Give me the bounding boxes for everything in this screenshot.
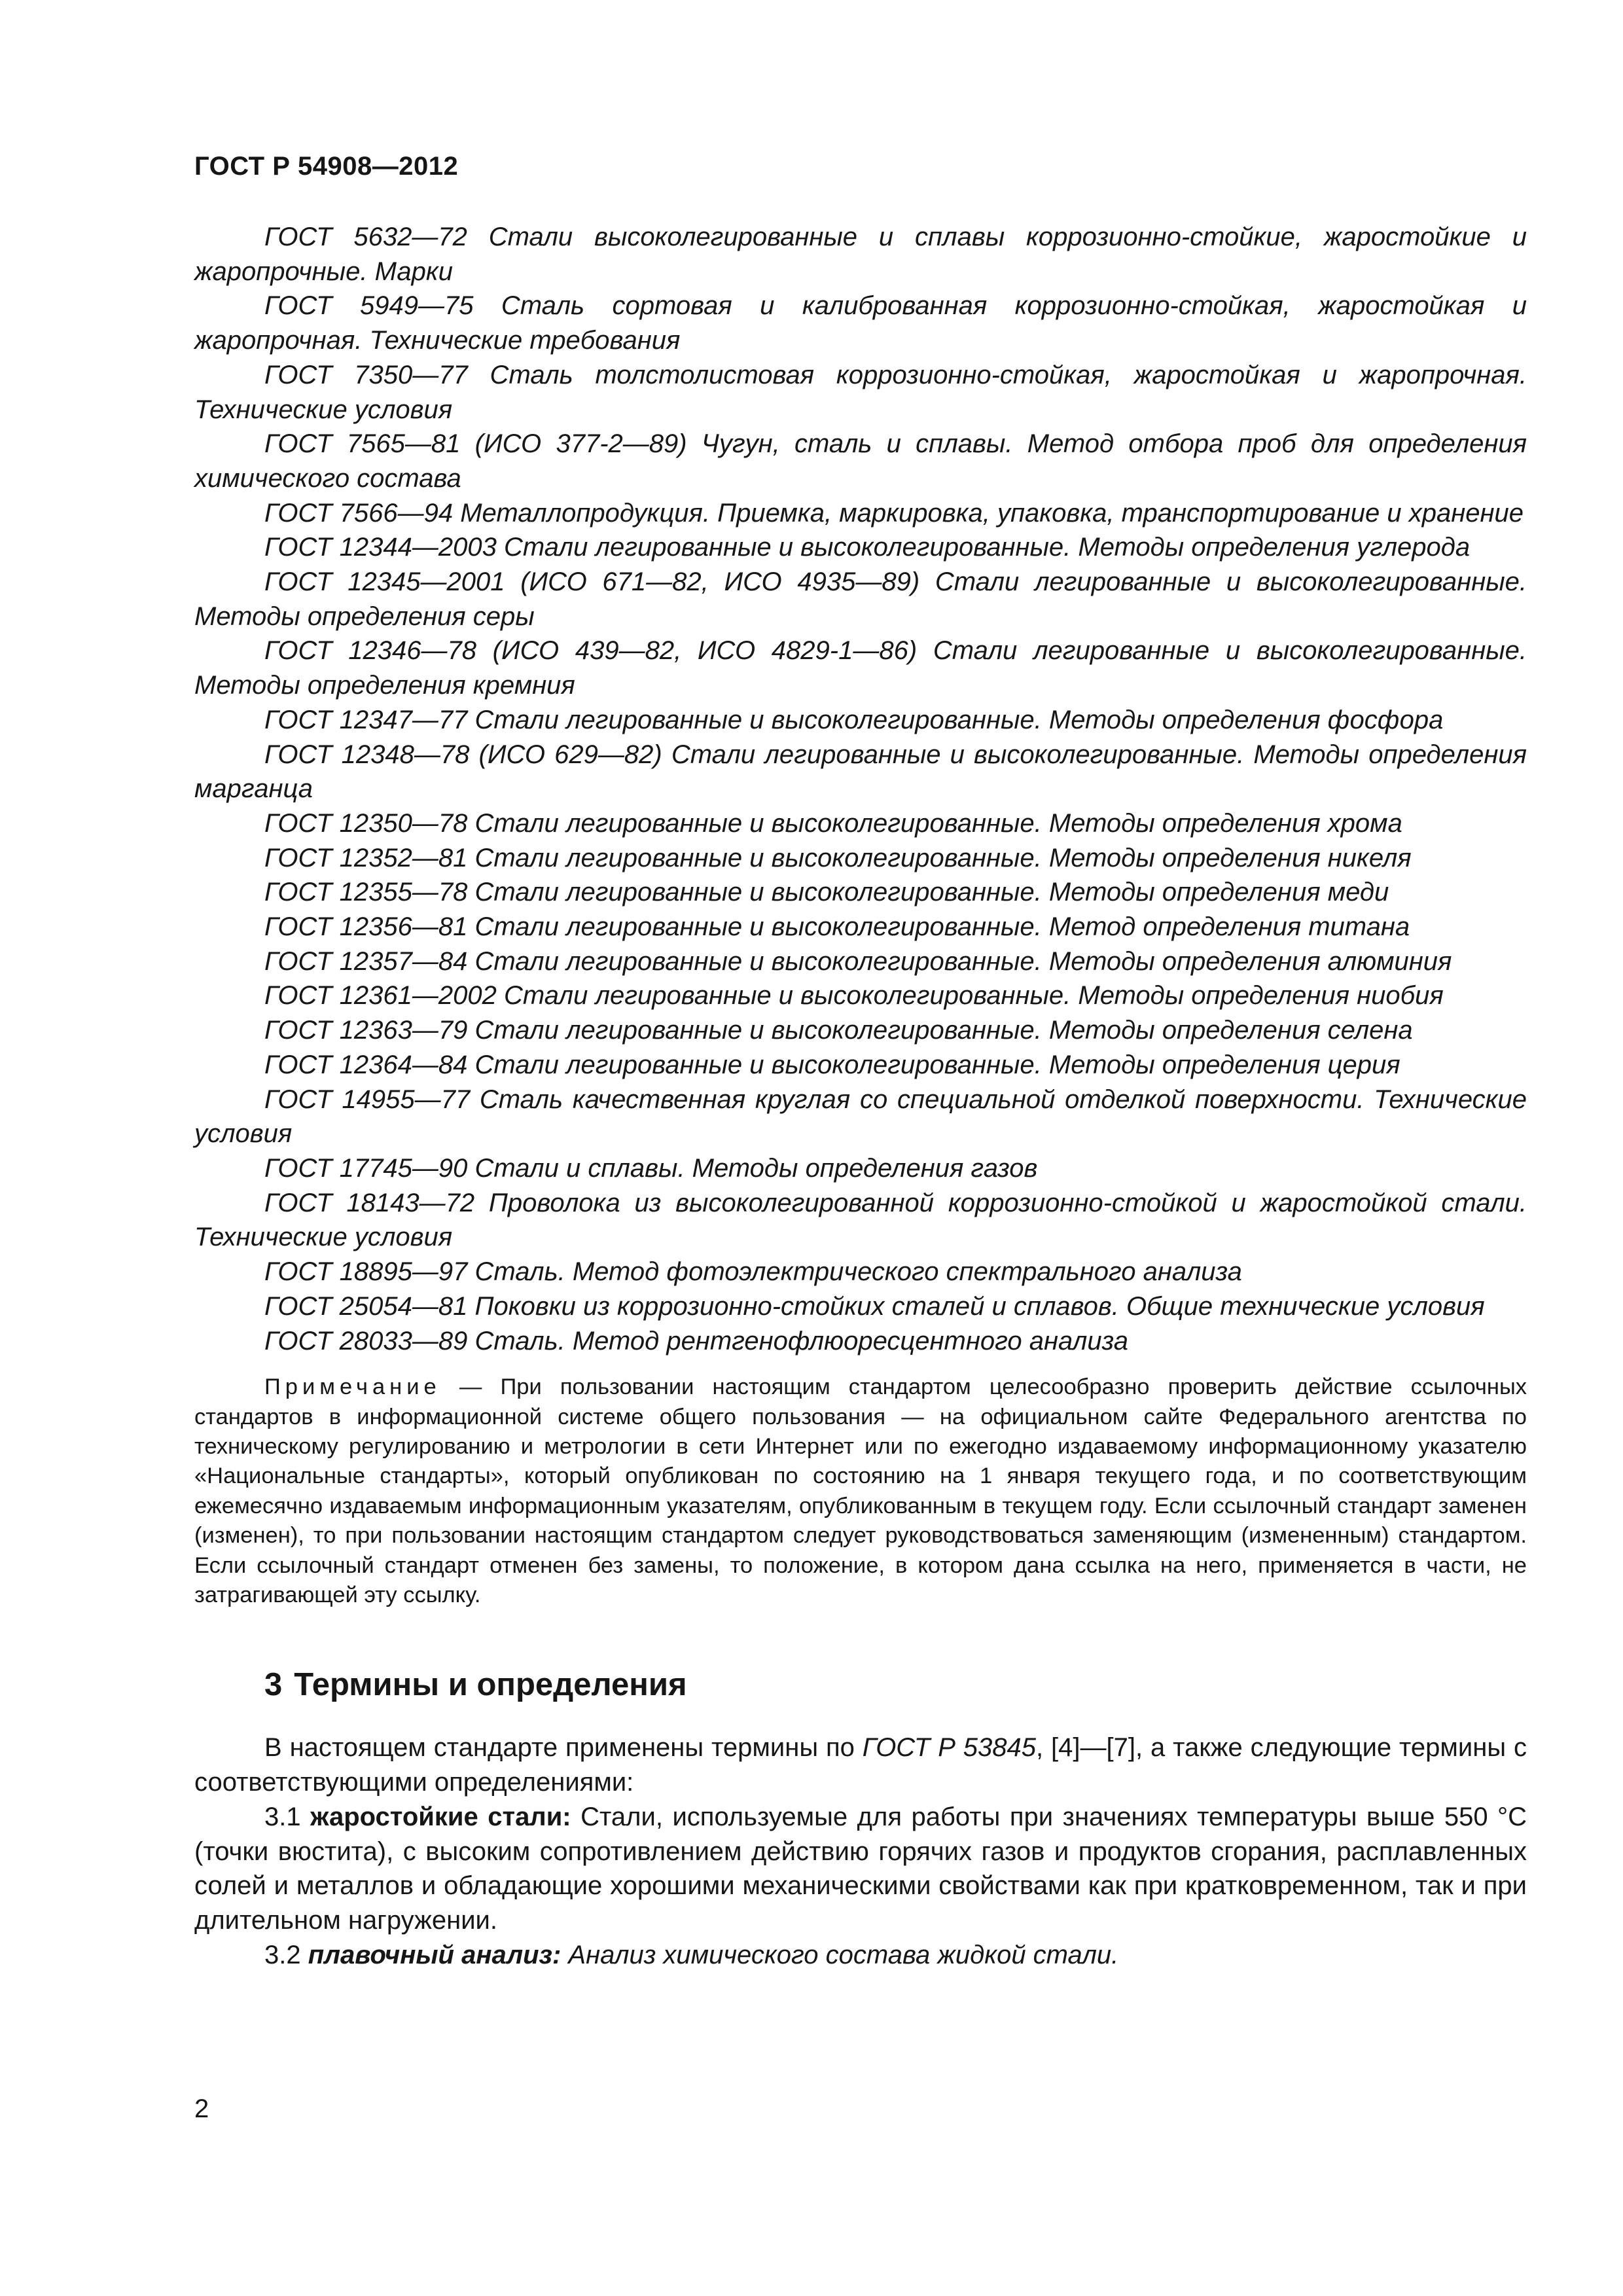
normative-references-list bbox=[194, 220, 1527, 1358]
reference-item: ГОСТ 18143—72 Проволока из высоколегированной коррозионно-стойкой и жаростойкой стали. Технические условия bbox=[194, 1188, 1527, 1252]
term-number: 3.1 bbox=[264, 1802, 301, 1831]
reference-item: ГОСТ 12348—78 (ИСО 629—82) Стали легированные и высоколегированные. Методы определения марганца bbox=[194, 740, 1527, 804]
term-definition: Анализ химического состава жидкой стали. bbox=[568, 1940, 1119, 1969]
page-number: 2 bbox=[194, 2094, 209, 2123]
reference-item: ГОСТ 12364—84 Стали легированные и высоколегированные. Методы определения церия bbox=[264, 1050, 1400, 1079]
intro-text-after: , [4]—[7], а также следующие термины с соответствующими определениями: bbox=[194, 1733, 1527, 1797]
reference-item: ГОСТ 5949—75 Сталь сортовая и калиброванная коррозионно-стойкая, жаростойкая и жаропрочная. Технические требования bbox=[194, 291, 1527, 355]
reference-item: ГОСТ 12355—78 Стали легированные и высоколегированные. Методы определения меди bbox=[264, 878, 1389, 907]
reference-item: ГОСТ 12357—84 Стали легированные и высоколегированные. Методы определения алюминия bbox=[264, 946, 1452, 976]
reference-item: ГОСТ 12350—78 Стали легированные и высоколегированные. Методы определения хрома bbox=[264, 808, 1402, 838]
reference-item: ГОСТ 12352—81 Стали легированные и высоколегированные. Методы определения никеля bbox=[264, 843, 1412, 872]
section-heading bbox=[264, 1664, 1527, 1706]
term-name: жаростойкие стали: bbox=[310, 1802, 571, 1831]
note-paragraph bbox=[194, 1372, 1527, 1610]
page-content bbox=[194, 220, 1527, 1972]
section-intro-paragraph bbox=[194, 1731, 1527, 1799]
terms-block bbox=[194, 1731, 1527, 1972]
reference-item: ГОСТ 12344—2003 Стали легированные и высоколегированные. Методы определения углерода bbox=[264, 533, 1471, 562]
intro-text-before: В настоящем стандарте применены термины по bbox=[264, 1733, 863, 1763]
term-entry bbox=[194, 1800, 1527, 1938]
reference-item: ГОСТ 7566—94 Металлопродукция. Приемка, маркировка, упаковка, транспортирование и хранение bbox=[264, 498, 1524, 528]
reference-item: ГОСТ 7565—81 (ИСО 377-2—89) Чугун, сталь и сплавы. Метод отбора проб для определения химического состава bbox=[194, 429, 1527, 493]
reference-item: ГОСТ 14955—77 Сталь качественная круглая со специальной отделкой поверхности. Технические условия bbox=[194, 1085, 1527, 1149]
term-number: 3.2 bbox=[264, 1940, 301, 1969]
running-header-doc-id: ГОСТ Р 54908—2012 bbox=[194, 152, 459, 181]
reference-item: ГОСТ 12361—2002 Стали легированные и высоколегированные. Методы определения ниобия bbox=[264, 981, 1444, 1011]
note-label: Примечание bbox=[264, 1374, 441, 1400]
section-number: 3 bbox=[264, 1667, 283, 1703]
reference-item: ГОСТ 12356—81 Стали легированные и высоколегированные. Метод определения титана bbox=[264, 912, 1410, 942]
reference-item: ГОСТ 17745—90 Стали и сплавы. Методы определения газов bbox=[264, 1153, 1038, 1183]
section-title: Термины и определения bbox=[294, 1667, 687, 1703]
term-entry bbox=[194, 1938, 1527, 1973]
reference-item: ГОСТ 7350—77 Сталь толстолистовая коррозионно-стойкая, жаростойкая и жаропрочная. Технические условия bbox=[194, 360, 1527, 424]
reference-item: ГОСТ 18895—97 Сталь. Метод фотоэлектрического спектрального анализа bbox=[264, 1257, 1242, 1287]
reference-item: ГОСТ 12346—78 (ИСО 439—82, ИСО 4829-1—86) Стали легированные и высоколегированные. Методы определения кремния bbox=[194, 636, 1527, 700]
reference-item: ГОСТ 12363—79 Стали легированные и высоколегированные. Методы определения селена bbox=[264, 1016, 1413, 1045]
reference-item: ГОСТ 5632—72 Стали высоколегированные и сплавы коррозионно-стойкие, жаростойкие и жаропрочные. Марки bbox=[194, 223, 1527, 286]
term-name: плавочный анализ: bbox=[308, 1940, 562, 1969]
reference-item: ГОСТ 12347—77 Стали легированные и высоколегированные. Методы определения фосфора bbox=[264, 705, 1444, 734]
reference-item: ГОСТ 28033—89 Сталь. Метод рентгенофлюоресцентного анализа bbox=[264, 1326, 1128, 1355]
intro-standard-ref: ГОСТ Р 53845 bbox=[862, 1733, 1036, 1763]
reference-item: ГОСТ 12345—2001 (ИСО 671—82, ИСО 4935—89) Стали легированные и высоколегированные. Методы определения серы bbox=[194, 567, 1527, 631]
note-text: — При пользовании настоящим стандартом целесообразно проверить действие ссылочных стандартов в информационной системе общего пользования — на официальном сайте Федерального агентства по техническому регулированию и метрологии в сети Интернет или по ежегодно издаваемому информационному указателю «Национальные стандарты», который опубликован по состоянию на 1 января текущего года, и по соответствующим ежемесячно издаваемым информационным указателям, опубликованным в текущем году. Если ссылочный стандарт заменен (изменен), то при пользовании настоящим стандартом следует руководствоваться заменяющим (измененным) стандартом. Если ссылочный стандарт отменен без замены, то положение, в котором дана ссылка на него, применяется в части, не затрагивающей эту ссылку. bbox=[194, 1374, 1527, 1608]
reference-item: ГОСТ 25054—81 Поковки из коррозионно-стойких сталей и сплавов. Общие технические условия bbox=[264, 1291, 1485, 1321]
term-definition: Стали, используемые для работы при значениях температуры выше 550 °С (точки вюстита), с высоким сопротивлением действию горячих газов и продуктов сгорания, расплавленных солей и металлов и обладающие хорошими механическими свойствами как при кратковременном, так и при длительном нагружении. bbox=[194, 1802, 1527, 1935]
